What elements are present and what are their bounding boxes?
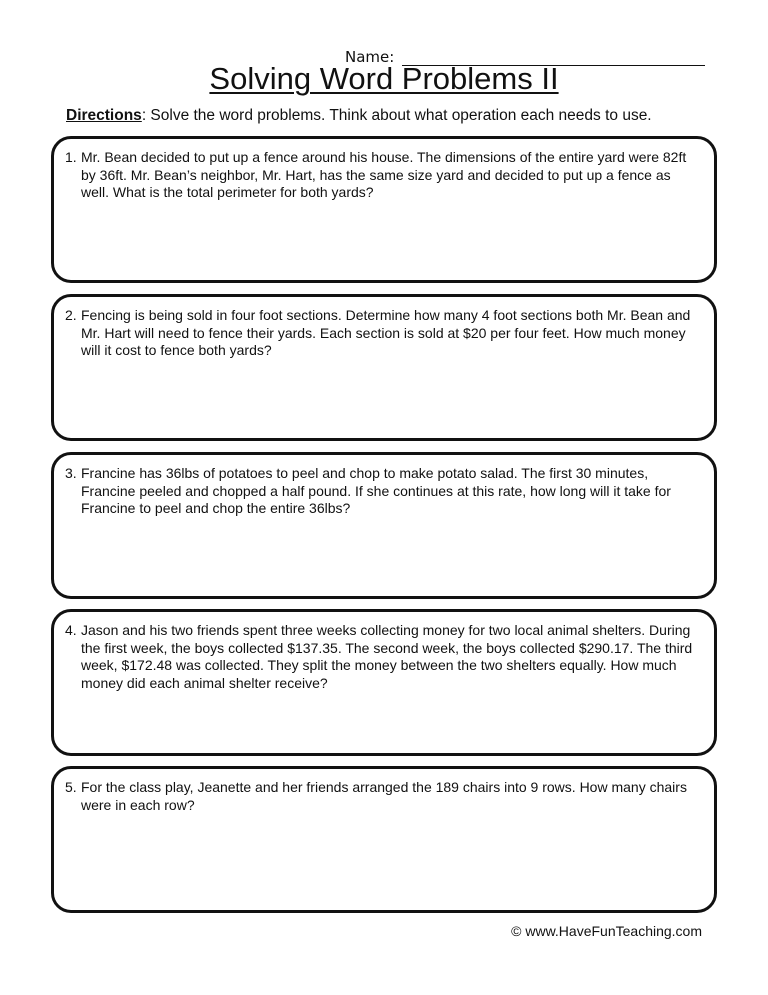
problem-number: 2. <box>65 307 77 323</box>
problem-text: Francine has 36lbs of potatoes to peel and chop to make potato salad. The first 30 minutes, Francine peeled and chopped a half pound. If she continues at this rate, how long will it take for Francine to peel and chop the entire 36lbs? <box>81 465 671 516</box>
problem-1 <box>65 149 698 202</box>
directions-text: : Solve the word problems. Think about what operation each needs to use. <box>141 107 652 124</box>
problem-text: Mr. Bean decided to put up a fence around his house. The dimensions of the entire yard were 82ft by 36ft. Mr. Bean’s neighbor, Mr. Hart, has the same size yard and decided to put up a fence as well. What is the total perimeter for both yards? <box>81 149 687 200</box>
directions <box>66 106 726 126</box>
problem-5 <box>65 779 698 814</box>
problem-text: Jason and his two friends spent three weeks collecting money for two local animal shelters. During the first week, the boys collected $137.35. The second week, the boys collected $290.17. The third week, $172.48 was collected. They split the money between the two shelters equally. How much money did each animal shelter receive? <box>81 622 693 691</box>
problem-box-3[interactable] <box>51 452 717 599</box>
problem-3 <box>65 465 698 518</box>
problem-text: Fencing is being sold in four foot sections. Determine how many 4 foot sections both Mr. Bean and Mr. Hart will need to fence their yards. Each section is sold at $20 per four feet. How much money will it cost to fence both yards? <box>81 307 691 358</box>
problem-number: 4. <box>65 622 77 638</box>
problem-4 <box>65 622 698 692</box>
copyright-footer: © www.HaveFunTeaching.com <box>511 923 702 939</box>
problem-number: 5. <box>65 779 77 795</box>
problem-text: For the class play, Jeanette and her friends arranged the 189 chairs into 9 rows. How many chairs were in each row? <box>81 779 687 813</box>
problem-box-4[interactable] <box>51 609 717 756</box>
problem-number: 3. <box>65 465 77 481</box>
directions-label: Directions <box>66 107 142 124</box>
problem-box-5[interactable] <box>51 766 717 913</box>
problem-box-1[interactable] <box>51 136 717 283</box>
problem-number: 1. <box>65 149 77 165</box>
name-label: Name: <box>345 48 395 66</box>
worksheet-title: Solving Word Problems II <box>209 61 559 96</box>
problem-2 <box>65 307 698 360</box>
problem-box-2[interactable] <box>51 294 717 441</box>
